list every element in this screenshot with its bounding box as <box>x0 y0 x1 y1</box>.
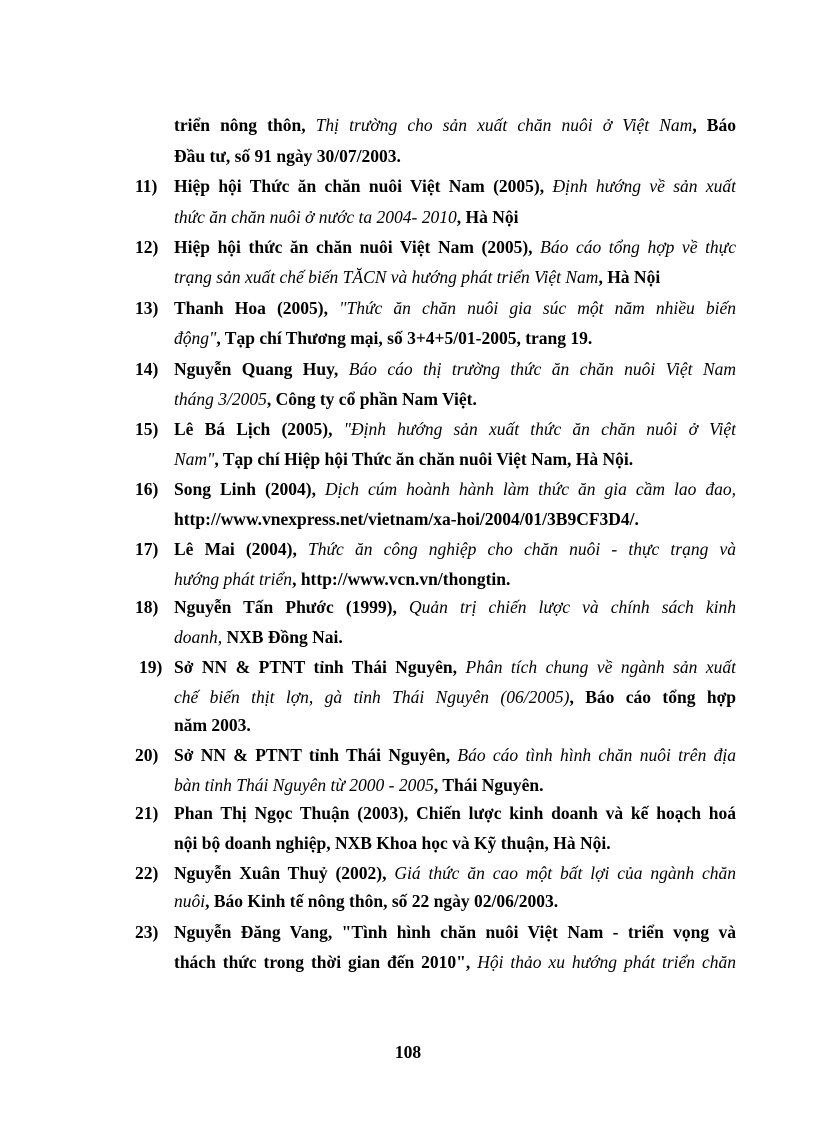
page-number: 108 <box>394 1042 422 1062</box>
reference-url: http://www.vnexpress.net/vietnam/xa-hoi/2004/01/3B9CF3D4/. <box>174 509 639 529</box>
document-page: triển nông thôn, Thị trường cho sản xuất chăn nuôi ở Việt Nam, Báo Đầu tư, số 91 ngày 30/07/2003. 11) Hiệp hội Thức ăn chăn nuôi Việt Nam (2005), Định hướng về sản xuất thức ăn chăn nuôi ở nước ta 2004- 2010, Hà Nội 12) Hiệp hội thức ăn chăn nuôi Việt Nam (2005), Báo cáo tổng hợp về thực trạng sản xuất chế biến TĂCN và hướng phát triển Việt Nam, Hà Nội 13) Thanh Hoa (2005), "Thức ăn chăn nuôi gia súc một năm nhiều biến động", Tạp chí Thương mại, số 3+4+5/01-2005, trang 19. 14) Nguyễn Quang Huy, Báo cáo thị trường thức ăn chăn nuôi Việt Nam tháng 3/2005, Công ty cổ phần Nam Việt. 15) Lê Bá Lịch (2005), "Định hướng sản xuất thức ăn chăn nuôi ở Việt Nam", Tạp chí Hiệp hội Thức ăn chăn nuôi Việt Nam, Hà Nội. 16) Song Linh (2004), Dịch cúm hoành hành làm thức ăn gia cầm lao đao, http://www.vnexpress.net/vietnam/xa-hoi/2004/01/3B9CF3D4/. 17) Lê Mai (2004), Thức ăn công nghiệp cho chăn nuôi - thực trạng và hướng phát triển, http://www.vcn.vn/thongtin. 18) Nguyễn Tấn Phước (1999), Quản trị chiến lược và chính sách kinh doanh, NXB Đồng Nai. 19) Sở NN & PTNT tỉnh Thái Nguyên, Phân tích chung về ngành sản xuất chế biến thịt lợn, gà tỉnh Thái Nguyên (06/2005), Báo cáo tổng hợp năm 2003. 20) Sở NN & PTNT tỉnh Thái Nguyên, Báo cáo tình hình chăn nuôi trên địa bàn tỉnh Thái Nguyên từ 2000 - 2005, Thái Nguyên. 21) Phan Thị Ngọc Thuận (2003), Chiến lược kinh doanh và kế hoạch hoá nội bộ doanh nghiệp, NXB Khoa học và Kỹ thuận, Hà Nội. 22) Nguyễn Xuân Thuỷ (2002), Giá thức ăn cao một bất lợi của ngành chăn nuôi, Báo Kinh tế nông thôn, số 22 ngày 02/06/2003. 23) Nguyễn Đăng Vang, "Tình hình chăn nuôi Việt Nam - triển vọng và thách thức trong thời gian đến 2010", Hội thảo xu hướng phát triển chăn 108 <box>0 0 816 1123</box>
